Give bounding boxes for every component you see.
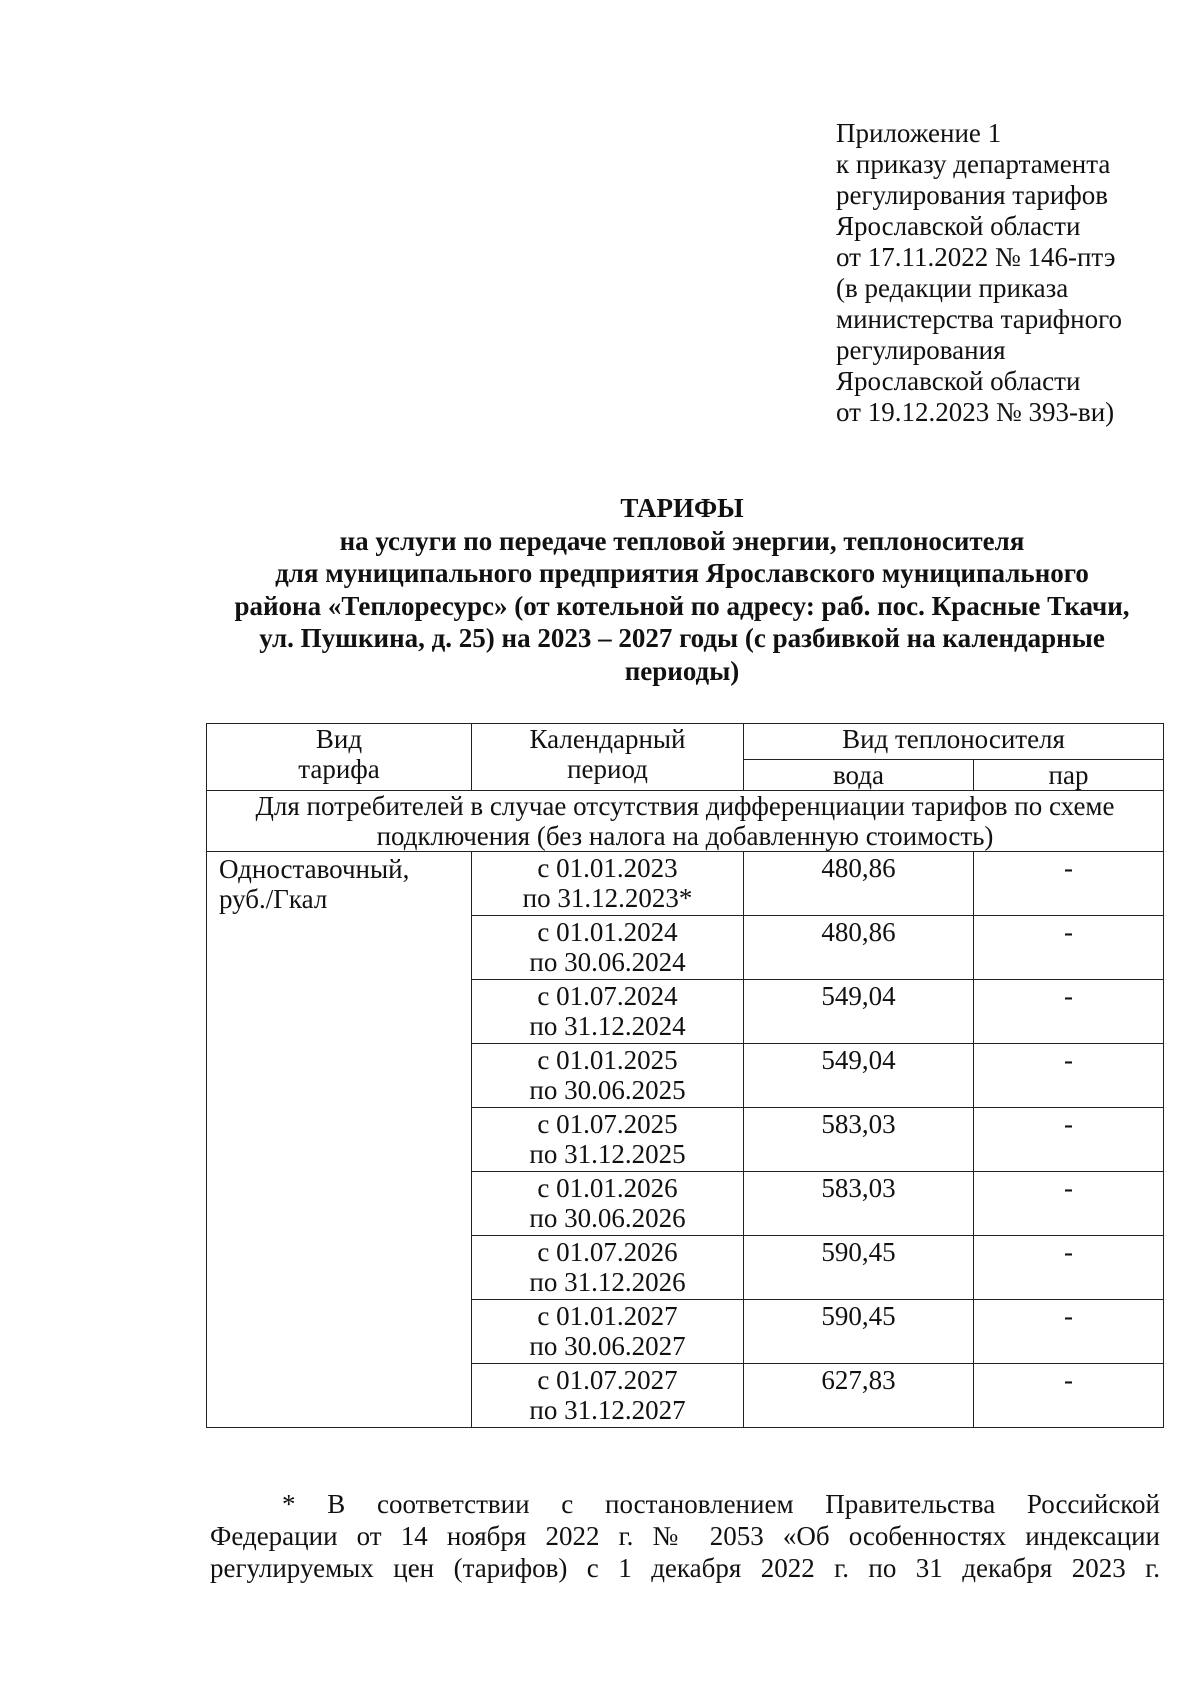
period-to: по 31.12.2023* [522,883,693,913]
period-from: с 01.01.2026 [537,1173,678,1203]
appendix-line: от 19.12.2023 № 393-ви) [836,397,1115,427]
header-tariff-type [207,724,472,791]
appendix-block [836,118,1166,428]
steam-value: - [974,1172,1164,1236]
title-line: периоды) [624,655,740,686]
tariff-type-cell [207,852,472,1428]
steam-value: - [974,916,1164,980]
section-header: Для потребителей в случае отсутствия дифференциации тарифов по схеме подключения (без налога на добавленную стоимость) [207,791,1164,852]
period-cell [472,916,744,980]
title-line: ул. Пушкина, д. 25) на 2023 – 2027 годы (с разбивкой на календарные [259,623,1105,653]
header-water: вода [744,760,974,791]
header-period-line: Календарный [529,724,686,754]
header-tariff-type-line: Вид [315,724,363,754]
title-line: на услуги по передаче тепловой энергии, теплоносителя [339,525,1025,556]
water-value: 583,03 [744,1172,974,1236]
period-from: с 01.07.2024 [537,981,678,1011]
period-cell [472,980,744,1044]
appendix-line: Приложение 1 [836,118,1002,148]
title-line: для муниципального предприятия Ярославского муниципального [275,558,1089,588]
footnote [210,1488,1160,1584]
water-value: 583,03 [744,1108,974,1172]
period-cell [472,1044,744,1108]
period-to: по 30.06.2027 [529,1331,686,1361]
appendix-line: Ярославской области [836,366,1081,396]
appendix-line: регулирования тарифов [836,180,1109,210]
period-cell [472,1300,744,1364]
period-from: с 01.01.2025 [537,1045,678,1075]
period-to: по 31.12.2027 [529,1395,686,1425]
steam-value: - [974,1364,1164,1428]
period-from: с 01.07.2027 [537,1365,678,1395]
footnote-line: Федерации от 14 ноября 2022 г. № 2053 «Об особенностях индексации [210,1521,1160,1551]
period-from: с 01.01.2023 [537,853,678,883]
footnote-line: регулируемых цен (тарифов) с 1 декабря 2022 г. по 31 декабря 2023 г. [210,1553,1160,1583]
steam-value: - [974,852,1164,916]
period-to: по 31.12.2024 [529,1011,686,1041]
header-steam: пар [974,760,1164,791]
water-value: 480,86 [744,852,974,916]
water-value: 480,86 [744,916,974,980]
water-value: 590,45 [744,1300,974,1364]
tariffs-table [206,723,1164,1428]
title-line: района «Теплоресурс» (от котельной по адресу: раб. пос. Красные Ткачи, [234,590,1130,621]
title-heading: ТАРИФЫ [620,493,744,523]
appendix-line: (в редакции приказа [836,273,1069,303]
water-value: 627,83 [744,1364,974,1428]
water-value: 590,45 [744,1236,974,1300]
steam-value: - [974,1044,1164,1108]
header-tariff-type-line: тарифа [298,754,380,784]
period-cell [472,1108,744,1172]
period-from: с 01.01.2024 [537,917,678,947]
tariff-type-line: Одноставочный, [219,854,410,884]
header-carrier: Вид теплоносителя [744,724,1164,760]
steam-value: - [974,980,1164,1044]
period-to: по 31.12.2025 [529,1139,686,1169]
tariff-type-line: руб./Гкал [219,884,328,914]
water-value: 549,04 [744,1044,974,1108]
period-to: по 30.06.2025 [529,1075,686,1105]
period-from: с 01.07.2026 [537,1237,678,1267]
steam-value: - [974,1108,1164,1172]
period-cell [472,1236,744,1300]
period-to: по 30.06.2024 [529,947,686,977]
appendix-line: от 17.11.2022 № 146-птэ [836,242,1116,272]
appendix-line: к приказу департамента [836,149,1111,179]
document-title [200,492,1164,687]
steam-value: - [974,1300,1164,1364]
header-period [472,724,744,791]
water-value: 549,04 [744,980,974,1044]
period-cell [472,1172,744,1236]
period-cell [472,1364,744,1428]
period-from: с 01.01.2027 [537,1301,678,1331]
period-from: с 01.07.2025 [537,1109,678,1139]
appendix-line: регулирования [836,335,1006,365]
period-to: по 30.06.2026 [529,1203,686,1233]
header-period-line: период [567,754,648,784]
footnote-line: * В соответствии с постановлением Правительства Российской [282,1489,1160,1519]
appendix-line: Ярославской области [836,211,1081,241]
period-cell [472,852,744,916]
appendix-line: министерства тарифного [836,304,1123,334]
period-to: по 31.12.2026 [529,1267,686,1297]
steam-value: - [974,1236,1164,1300]
